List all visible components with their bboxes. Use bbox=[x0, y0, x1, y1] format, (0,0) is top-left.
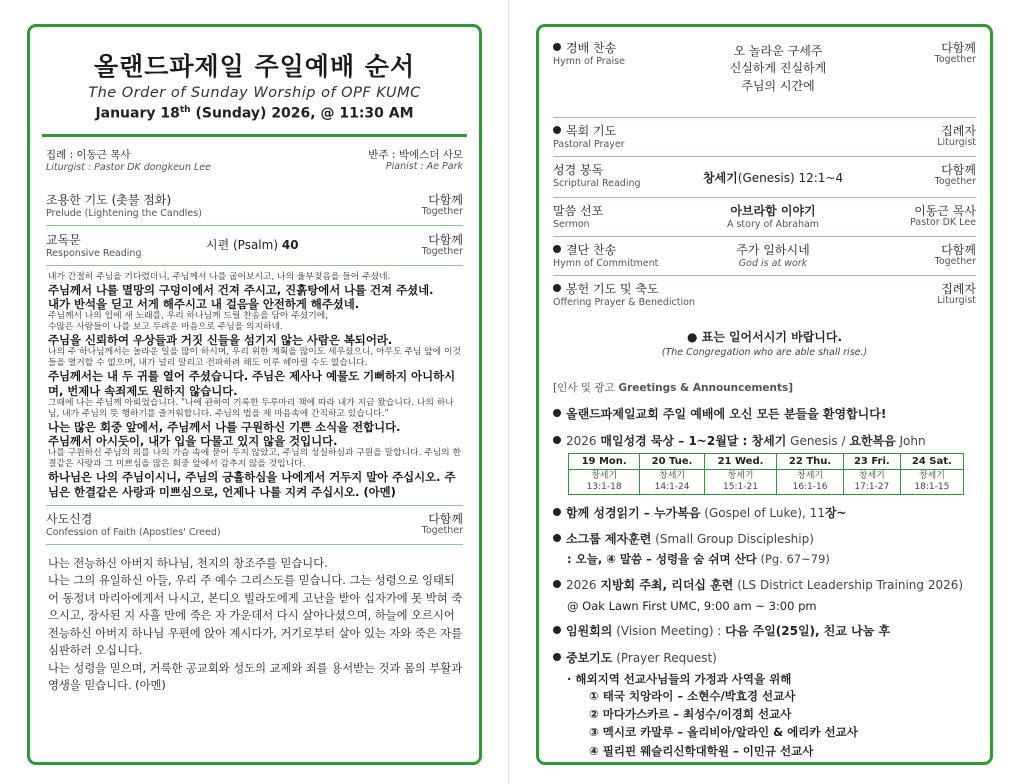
congregation-line: 주님께서 나를 멸망의 구덩이에서 건져 주시고, 진흙탕에서 나를 건져 주셨네. bbox=[48, 282, 434, 297]
leader-line: 나의 주 하나님께서는 놀라운 일을 많이 하시며, 우리 위한 계획을 많이도 세우셨으니, 아무도 주님 앞에 이것들을 열거할 수 없으며, 내가 널리 알리고 전파하려 해도 이루 헤아릴 수도 없습니다. bbox=[48, 347, 461, 369]
schedule-day: 21 Wed. bbox=[704, 454, 776, 470]
schedule-day: 19 Mon. bbox=[569, 454, 640, 470]
schedule-reading: 창세기 13:1-18 bbox=[569, 470, 640, 495]
bullet-icon bbox=[553, 508, 561, 516]
order-of-worship-panel bbox=[27, 24, 482, 765]
stand-note: ● 표는 일어서시기 바랍니다. bbox=[686, 330, 843, 344]
sermon-row: 말씀 선포 Sermon 아브라함 이야기 A story of Abraham 이동근 목사 Pastor DK Lee bbox=[553, 204, 976, 230]
pastoral-prayer-row: 목회 기도 Pastoral Prayer 집례자 Liturgist bbox=[553, 124, 976, 150]
scripture-ref: 창세기(Genesis) 12:1~4 bbox=[703, 171, 844, 185]
bullet-icon bbox=[553, 626, 561, 634]
leader-line: 그때에 나는 주님께 아뢰었습니다. "나에 관하여 기록한 두루마리 책에 따라 내가 지금 왔습니다. 나의 하나님, 내가 주님의 뜻 행하기를 즐거워합니다. 주님의 법을 제 마음속에 간직하고 있습니다." bbox=[48, 397, 454, 419]
stand-note-english: (The Congregation who are able shall rise.) bbox=[661, 347, 868, 358]
schedule-day: 23 Fri. bbox=[843, 454, 900, 470]
stand-bullet-icon bbox=[553, 284, 561, 292]
together-read-item: 함께 성경읽기 – 누가복음 (Gospel of Luke), 11장~ bbox=[553, 506, 976, 522]
announcements bbox=[553, 407, 976, 760]
schedule-day: 20 Tue. bbox=[640, 454, 705, 470]
missionary-item: ③ 멕시코 카말루 – 올리비아/알라인 & 에리카 선교사 bbox=[589, 725, 858, 740]
announcements-heading: [인사 및 광고 Greetings & Announcements] bbox=[553, 382, 794, 394]
leader-line: 주님께서 나의 입에 새 노래를, 우리 하나님께 드릴 찬송을 담아 주셨기에, bbox=[48, 311, 328, 322]
congregation-line: 나는 많은 회중 앞에서, 주님께서 나를 구원하신 기쁜 소식을 전합니다. bbox=[48, 419, 401, 434]
creed-row: 사도신경 Confession of Faith (Apostles' Creed) 다함께 Together bbox=[46, 511, 463, 538]
bullet-icon bbox=[553, 409, 561, 417]
service-date: January 18th (Sunday) 2026, @ 11:30 AM bbox=[95, 105, 414, 122]
small-group-detail: : 오늘, ④ 말씀 – 성령을 숨 쉬며 산다 (Pg. 67~79) bbox=[567, 551, 830, 566]
apostles-creed-text: 나는 전능하신 아버지 하나님, 천지의 창조주를 믿습니다. 나는 그의 유일하신 아들, 우리 주 예수 그리스도를 믿습니다. 그는 성령으로 잉태되어 동정녀 마리아에게서 나시고, 본디오 빌라도에게 고난을 받아 십자가에 못 박혀 죽으시고, 장사된 지 사흘 만에 죽은 자 가운데서 다시 살아나셨으며, 하늘에 오르시어 전능하신 아버지 하나님 우편에 앉아 계시다가, 거기로부터 살아 있는 자와 죽은 자를 심판하러 오십니다. 나는 성령을 믿으며, 거룩한 공교회와 성도의 교제와 죄를 용서받는 것과 몸의 부활과 영생을 믿습니다. (아멘) bbox=[48, 556, 463, 693]
offering-benediction-row: 봉헌 기도 및 축도 Offering Prayer & Benediction 집례자 Liturgist bbox=[553, 282, 976, 308]
congregation-line: 내가 반석을 딛고 서게 해주시고 내 걸음을 안전하게 해주셨네. bbox=[48, 296, 360, 311]
schedule-reading: 창세기 15:1-21 bbox=[704, 470, 776, 495]
vision-meeting-item: 임원회의 (Vision Meeting) : 다음 주일(25일), 친교 나눔 후 bbox=[553, 624, 976, 640]
bullet-icon bbox=[553, 580, 561, 588]
prayer-request-item: 중보기도 (Prayer Request) bbox=[553, 651, 976, 667]
hymn-of-praise-row: 경배 찬송 Hymn of Praise 오 놀라운 구세주 신실하게 진실하게 주님의 시간에 다함께 Together bbox=[553, 27, 976, 117]
prayer-request-detail: · 해외지역 선교사님들의 가정과 사역을 위해 bbox=[567, 671, 792, 686]
missionary-list bbox=[589, 687, 976, 761]
welcome-item: 올랜드파제일교회 주일 예배에 오신 모든 분들을 환영합니다! bbox=[553, 407, 976, 423]
small-group-item: 소그룹 제자훈련 (Small Group Discipleship) bbox=[553, 532, 976, 548]
schedule-reading: 창세기 16:1-16 bbox=[777, 470, 844, 495]
schedule-reading: 창세기 17:1-27 bbox=[843, 470, 900, 495]
missionary-item: ④ 필리핀 웨슬리신학대학원 – 이민규 선교사 bbox=[589, 743, 814, 758]
hymn-of-commitment-row: 결단 찬송 Hymn of Commitment 주가 일하시네 God is at work 다함께 Together bbox=[553, 243, 976, 269]
schedule-day: 24 Sat. bbox=[900, 454, 963, 470]
bullet-icon bbox=[553, 436, 561, 444]
congregation-line: 주님께서는 내 두 귀를 열어 주셨습니다. 주님은 제사나 예물도 기뻐하지 아니하시며, 번제나 속죄제도 원하지 않습니다. bbox=[48, 369, 456, 398]
stand-bullet-icon bbox=[553, 43, 561, 51]
psalm-reading-text bbox=[48, 272, 463, 499]
title-english: The Order of Sunday Worship of OPF KUMC bbox=[88, 85, 421, 101]
hymn-titles: 오 놀라운 구세주 신실하게 진실하게 주님의 시간에 bbox=[729, 44, 827, 93]
stand-bullet-icon bbox=[553, 245, 561, 253]
sermon-title: 아브라함 이야기 bbox=[730, 204, 816, 218]
missionary-item: ① 태국 치앙라이 – 소현수/박효경 선교사 bbox=[589, 688, 796, 703]
congregation-line: 주님께서 아시듯이, 내가 입을 다물고 있지 않을 것입니다. bbox=[48, 434, 338, 449]
bible-plan-item: 2026 매일성경 묵상 – 1~2월달 : 창세기 Genesis / 요한복음 John bbox=[553, 434, 976, 450]
commitment-hymn-title: 주가 일하시네 bbox=[736, 243, 810, 257]
congregation-line: 하나님은 나의 주님이시니, 주님의 긍휼하심을 나에게서 거두지 말아 주십시오. 주님은 한결같은 사랑과 미쁘심으로, 언제나 나를 지켜 주십시오. (아멘) bbox=[48, 470, 456, 499]
congregation-line: 주님을 신뢰하여 우상들과 거짓 신들을 섬기지 않는 사람은 복되어라. bbox=[48, 333, 393, 348]
leader-line: 수많은 사람들이 나를 보고 두려운 마음으로 주님을 의지하네. bbox=[48, 322, 283, 333]
stand-bullet-icon bbox=[553, 126, 561, 134]
leader-line: 내가 간절히 주님을 기다렸더니, 주님께서 나를 굽어보시고, 나의 울부짖음을 들어 주셨네. bbox=[48, 271, 391, 282]
district-training-item: 2026 지방회 주최, 리더십 훈련 (LS District Leadership Training 2026) bbox=[553, 578, 976, 594]
schedule-reading: 창세기 18:1-15 bbox=[900, 470, 963, 495]
responsive-reading-row: 교독문 Responsive Reading 시편 (Psalm) 40 다함께 Together bbox=[46, 232, 463, 259]
title-korean: 올랜드파제일 주일예배 순서 bbox=[93, 52, 416, 81]
bullet-icon bbox=[553, 653, 561, 661]
district-training-detail: @ Oak Lawn First UMC, 9:00 am ~ 3:00 pm bbox=[567, 598, 817, 613]
officiant-row: 집례 : 이동근 목사 Liturgist : Pastor DK dongkeun Lee 반주 : 박에스더 사모 Pianist : Ae Park bbox=[46, 148, 463, 173]
schedule-day: 22 Thu. bbox=[777, 454, 844, 470]
schedule-reading: 창세기 14:1-24 bbox=[640, 470, 705, 495]
prelude-row: 조용한 기도 (촛불 점화) Prelude (Lightening the Candles) 다함께 Together bbox=[46, 192, 463, 219]
scripture-reading-row: 성경 봉독 Scriptural Reading 창세기(Genesis) 12:1~4 다함께 Together bbox=[553, 163, 976, 189]
bullet-icon bbox=[553, 534, 561, 542]
bible-reading-schedule-table bbox=[568, 453, 964, 495]
page-divider bbox=[508, 0, 509, 784]
psalm-ref: 시편 (Psalm) 40 bbox=[206, 237, 299, 252]
leader-line: 나를 구원하신 주님의 의를 나의 가슴 속에 묻어 두지 않았고, 주님의 성실하심과 구원을 말합니다. 주님의 한결같은 사랑과 그 미쁘심을 많은 회중 앞에서 감추지 않을 것입니다. bbox=[48, 448, 461, 470]
missionary-item: ② 마다가스카르 – 최성수/이경희 선교사 bbox=[589, 706, 792, 721]
order-of-worship-continued-panel bbox=[536, 24, 993, 765]
